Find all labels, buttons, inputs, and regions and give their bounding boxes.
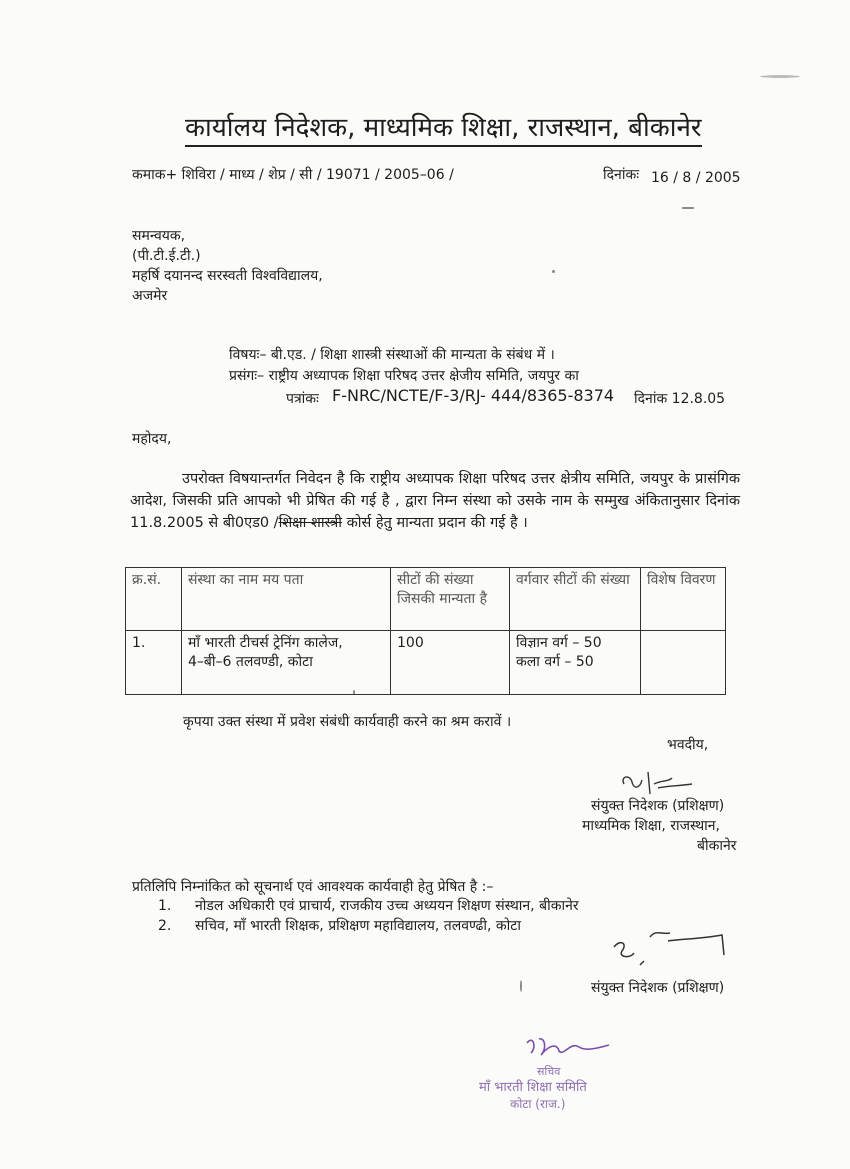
date-label: दिनांकः xyxy=(603,167,640,183)
header-remarks: विशेष विवरण xyxy=(641,568,726,631)
copy-signatory: संयुक्त निदेशक (प्रशिक्षण) xyxy=(591,980,725,996)
cell-seats: 100 xyxy=(391,631,510,695)
institution-name: मॉं भारती टीचर्स ट्रेनिंग कालेज, xyxy=(188,635,343,651)
letter-date: दिनांक 12.8.05 xyxy=(634,391,726,407)
body-paragraph xyxy=(130,468,740,534)
header-seats: सीटों की संख्या जिसकी मान्यता है xyxy=(391,568,510,631)
signature-mark xyxy=(610,925,730,975)
copy-intro: प्रतिलिपि निम्नांकित को सूचनार्थ एवं आवश्यक कार्यवाही हेतु प्रेषित है :– xyxy=(132,879,494,895)
recipient-line: समन्वयक, xyxy=(132,228,186,244)
copy-item-number: 2. xyxy=(158,918,172,934)
reference-number: कमाक+ शिविरा / माध्य / शेप्र / सी / 19071 / 2005–06 / xyxy=(132,167,454,183)
stamp-organisation: मॉं भारती शिक्षा समिति xyxy=(479,1080,587,1095)
table-row xyxy=(126,631,726,695)
copy-item-text: सचिव, मॉं भारती शिक्षक, प्रशिक्षण महाविद्यालय, तलवण्ढी, कोटा xyxy=(195,918,521,934)
category-science: विज्ञान वर्ग – 50 xyxy=(516,635,602,651)
scan-speck xyxy=(552,270,555,273)
request-text: कृपया उक्त संस्था में प्रवेश संबंधी कार्यवाही करने का श्रम करावें । xyxy=(183,714,512,730)
closing: भवदीय, xyxy=(667,737,709,753)
recipient-line: अजमेर xyxy=(132,288,168,304)
cell-remarks xyxy=(641,631,726,695)
header-sno: क्र.सं. xyxy=(126,568,182,631)
reference-line: प्रसंगः– राष्ट्रीय अध्यापक शिक्षा परिषद उत्तर क्षेजीय समिति, जयपुर का xyxy=(229,368,579,384)
copy-item-number: 1. xyxy=(158,898,172,914)
cell-category xyxy=(510,631,641,695)
recipient-line: महर्षि दयानन्द सरस्वती विश्वविद्यालय, xyxy=(132,268,323,284)
salutation: महोदय, xyxy=(132,431,172,447)
stamp-signature xyxy=(523,1033,613,1065)
page-title: कार्यालय निदेशक, माध्यमिक शिक्षा, राजस्थान, बीकानेर xyxy=(185,108,702,147)
cell-institution xyxy=(182,631,391,695)
subject-line: विषयः– बी.एड. / शिक्षा शास्त्री संस्थाओं की मान्यता के संबंध में । xyxy=(229,347,555,363)
header-institution: संस्था का नाम मय पता xyxy=(182,568,391,631)
stamp-place: कोटा (राज.) xyxy=(510,1097,566,1111)
recipient-line: (पी.टी.ई.टी.) xyxy=(132,248,201,264)
scan-speck xyxy=(682,207,694,209)
body-text-after: कोर्स हेतु मान्यता प्रदान की गई है । xyxy=(341,515,528,531)
letter-number-label: पत्रांकः xyxy=(286,391,319,407)
signatory-title: संयुक्त निदेशक (प्रशिक्षण) xyxy=(591,798,725,814)
cell-sno: 1. xyxy=(126,631,182,695)
scan-speck xyxy=(760,75,800,78)
body-text-before: उपरोक्त विषयान्तर्गत निवेदन है कि राष्ट्रीय अध्यापक शिक्षा परिषद उत्तर क्षेत्रीय समिति, जयपुर के प्रासंगिक आदेश, जिसकी प्रति आपको भी प्रेषित की गई है , द्वारा निम्न संस्था को उसके नाम के सम्मुख अंकितानुसार दिनांक 11.8.2005 से बी0एड0 / xyxy=(130,471,740,531)
letter-number: F-NRC/NCTE/F-3/RJ- 444/8365-8374 xyxy=(332,386,615,405)
stamp-designation: सचिव xyxy=(537,1065,561,1078)
institution-address: 4–बी–6 तलवण्डी, कोटा xyxy=(188,654,313,670)
table-header-row xyxy=(126,568,726,631)
scan-speck xyxy=(520,980,522,992)
copy-item-text: नोडल अधिकारी एवं प्राचार्य, राजकीय उच्च अध्ययन शिक्षण संस्थान, बीकानेर xyxy=(195,898,579,914)
struck-text: शिक्षा शास्त्री xyxy=(278,515,342,531)
signatory-place: बीकानेर xyxy=(697,838,737,854)
category-arts: कला वर्ग – 50 xyxy=(516,654,594,670)
header-category-seats: वर्गवार सीटों की संख्या xyxy=(510,568,641,631)
institution-table xyxy=(125,567,726,695)
signatory-department: माध्यमिक शिक्षा, राजस्थान, xyxy=(582,818,720,834)
date-value: 16 / 8 / 2005 xyxy=(651,170,741,186)
